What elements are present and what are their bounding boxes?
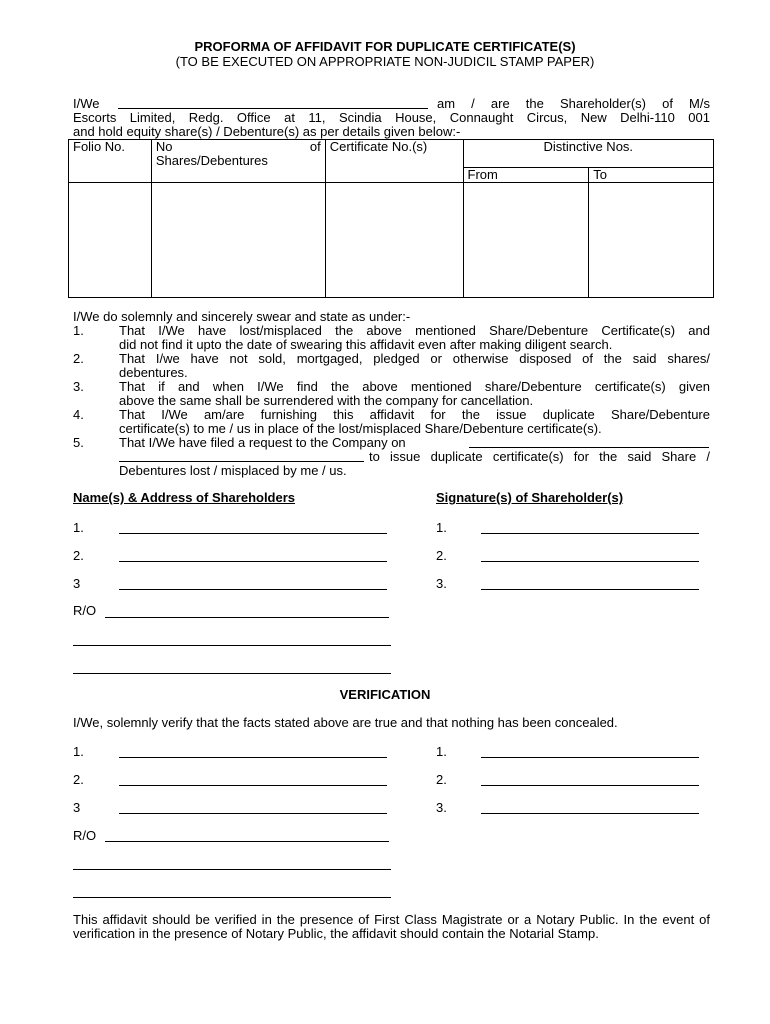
header-no-of-shares: No of Shares/Debentures bbox=[151, 140, 325, 183]
verification-sign-num-2: 2. bbox=[436, 772, 447, 787]
cell-from[interactable] bbox=[463, 183, 589, 298]
cell-certificate-no[interactable] bbox=[325, 183, 463, 298]
ro-address-line-2-field[interactable] bbox=[73, 644, 391, 646]
ro-address-line-3-field[interactable] bbox=[73, 672, 391, 674]
shareholder-name-3-field[interactable] bbox=[119, 588, 387, 590]
am-are-text: am / are the Shareholder(s) of M/s bbox=[437, 96, 710, 111]
verification-ro-line-2-field[interactable] bbox=[73, 868, 391, 870]
verification-ro-address-field[interactable] bbox=[105, 840, 389, 842]
header-folio-no: Folio No. bbox=[69, 140, 152, 183]
names-address-heading: Name(s) & Address of Shareholders bbox=[73, 490, 296, 505]
signatures-heading: Signature(s) of Shareholder(s) bbox=[436, 490, 624, 505]
verification-text: I/We, solemnly verify that the facts stated above are true and that nothing has been concealed. bbox=[73, 715, 618, 730]
verification-name-2-field[interactable] bbox=[119, 784, 387, 786]
signature-2-field[interactable] bbox=[481, 560, 699, 562]
verification-num-2: 2. bbox=[73, 772, 84, 787]
intro-line-2: Escorts Limited, Redg. Office at 11, Scindia House, Connaught Circus, New Delhi-110 001 bbox=[73, 110, 710, 125]
declaration-item-5: 5. That I/We have filed a request to the Company on to issue duplicate certificate(s) for the said Share / Debentures lost / misplaced by me / us. bbox=[73, 435, 710, 478]
request-date-field-cont[interactable] bbox=[119, 450, 364, 462]
cell-to[interactable] bbox=[589, 183, 714, 298]
shareholder-name-field[interactable] bbox=[118, 97, 428, 109]
form-title: PROFORMA OF AFFIDAVIT FOR DUPLICATE CERTIFICATE(S) bbox=[194, 39, 576, 54]
footer-note: This affidavit should be verified in the presence of First Class Magistrate or a Notary Public. In the event of verification in the presence of Notary Public, the affidavit should contain the Notarial Stamp. bbox=[73, 912, 710, 941]
verification-name-3-field[interactable] bbox=[119, 812, 387, 814]
verification-signature-3-field[interactable] bbox=[481, 812, 699, 814]
shareholder-num-2: 2. bbox=[73, 548, 84, 563]
declaration-item-3: 3. That if and when I/We find the above mentioned share/Debenture certificate(s) given above the same shall be surrendered with the company for cancellation. bbox=[73, 379, 710, 408]
verification-ro-line-3-field[interactable] bbox=[73, 896, 391, 898]
declaration-item-2: 2. That I/we have not sold, mortgaged, pledged or otherwise disposed of the said shares/ debentures. bbox=[73, 351, 710, 380]
verification-name-1-field[interactable] bbox=[119, 756, 387, 758]
ro-label: R/O bbox=[73, 603, 97, 618]
shareholder-name-2-field[interactable] bbox=[119, 560, 387, 562]
verification-ro-label: R/O bbox=[73, 828, 97, 843]
share-details-table bbox=[68, 139, 714, 298]
header-to: To bbox=[589, 168, 714, 183]
verification-signature-1-field[interactable] bbox=[481, 756, 699, 758]
cell-no-of-shares[interactable] bbox=[151, 183, 325, 298]
declaration-lead: I/We do solemnly and sincerely swear and state as under:- bbox=[73, 309, 411, 324]
intro-line-3: and hold equity share(s) / Debenture(s) as per details given below:- bbox=[73, 124, 461, 139]
shareholder-name-1-field[interactable] bbox=[119, 532, 387, 534]
verification-signature-2-field[interactable] bbox=[481, 784, 699, 786]
ro-address-field[interactable] bbox=[105, 616, 389, 618]
signature-num-3: 3. bbox=[436, 576, 447, 591]
signature-1-field[interactable] bbox=[481, 532, 699, 534]
signature-3-field[interactable] bbox=[481, 588, 699, 590]
signature-num-2: 2. bbox=[436, 548, 447, 563]
declaration-section bbox=[73, 310, 710, 478]
header-from: From bbox=[463, 168, 589, 183]
iwe-label: I/We bbox=[73, 96, 100, 111]
request-date-field[interactable] bbox=[469, 436, 709, 448]
form-subtitle: (TO BE EXECUTED ON APPROPRIATE NON-JUDICIL STAMP PAPER) bbox=[175, 54, 595, 69]
declaration-item-1: 1. That I/We have lost/misplaced the above mentioned Share/Debenture Certificate(s) and did not find it upto the date of swearing this affidavit even after making diligent search. bbox=[73, 323, 710, 352]
cell-folio-no[interactable] bbox=[69, 183, 152, 298]
verification-num-1: 1. bbox=[73, 744, 84, 759]
verification-sign-num-3: 3. bbox=[436, 800, 447, 815]
declaration-item-4: 4. That I/We am/are furnishing this affidavit for the issue duplicate Share/Debenture certificate(s) to me / us in place of the lost/misplaced Share/Debenture certificate(s). bbox=[73, 407, 710, 436]
shareholder-num-3: 3 bbox=[73, 576, 81, 591]
intro-paragraph bbox=[73, 97, 710, 139]
signature-num-1: 1. bbox=[436, 520, 447, 535]
header-certificate-no: Certificate No.(s) bbox=[325, 140, 463, 183]
verification-title: VERIFICATION bbox=[339, 687, 431, 702]
header-distinctive-nos: Distinctive Nos. bbox=[463, 140, 714, 168]
verification-num-3: 3 bbox=[73, 800, 81, 815]
verification-sign-num-1: 1. bbox=[436, 744, 447, 759]
shareholder-num-1: 1. bbox=[73, 520, 84, 535]
